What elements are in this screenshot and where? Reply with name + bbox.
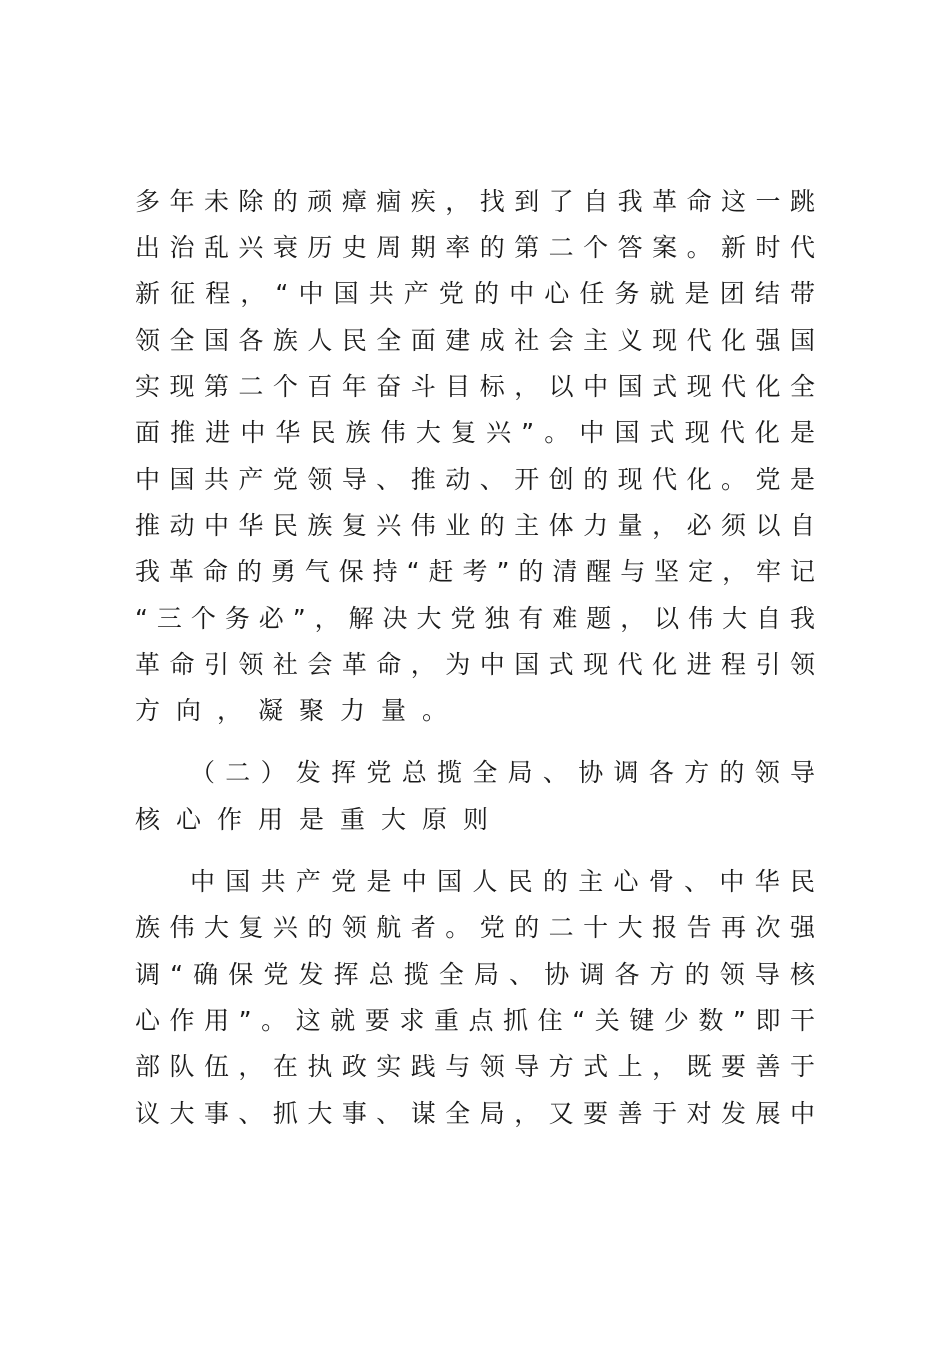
body-text-line: 方向，凝聚力量。	[135, 696, 464, 725]
body-text-line: 中国共产党领导、推动、开创的现代化。党是	[135, 465, 815, 494]
body-text-line: 出治乱兴衰历史周期率的第二个答案。新时代	[135, 233, 815, 262]
body-text-line: 族伟大复兴的领航者。党的二十大报告再次强	[135, 913, 815, 942]
body-text-line: 中国共产党是中国人民的主心骨、中华民	[190, 867, 815, 896]
body-text-line: 面推进中华民族伟大复兴”。中国式现代化是	[135, 418, 815, 447]
section-heading-line: （二）发挥党总揽全局、协调各方的领导	[190, 758, 815, 787]
body-text-line: 心作用”。这就要求重点抓住“关键少数”即干	[135, 1006, 815, 1035]
body-text-line: 领全国各族人民全面建成社会主义现代化强国	[135, 326, 815, 355]
body-text-line: 部队伍，在执政实践与领导方式上，既要善于	[135, 1052, 815, 1081]
body-text-line: “三个务必”，解决大党独有难题，以伟大自我	[135, 604, 815, 633]
body-text-line: 我革命的勇气保持“赶考”的清醒与坚定，牢记	[135, 557, 815, 586]
body-text-line: 实现第二个百年奋斗目标，以中国式现代化全	[135, 372, 815, 401]
body-text-line: 多年未除的顽瘴痼疾，找到了自我革命这一跳	[135, 187, 815, 216]
body-text-line: 调“确保党发挥总揽全局、协调各方的领导核	[135, 960, 815, 989]
body-text-line: 革命引领社会革命，为中国式现代化进程引领	[135, 650, 815, 679]
body-text-line: 议大事、抓大事、谋全局，又要善于对发展中	[135, 1099, 815, 1128]
section-heading-line: 核心作用是重大原则	[135, 805, 505, 834]
body-text-line: 推动中华民族复兴伟业的主体力量，必须以自	[135, 511, 815, 540]
body-text-line: 新征程，“中国共产党的中心任务就是团结带	[135, 279, 815, 308]
